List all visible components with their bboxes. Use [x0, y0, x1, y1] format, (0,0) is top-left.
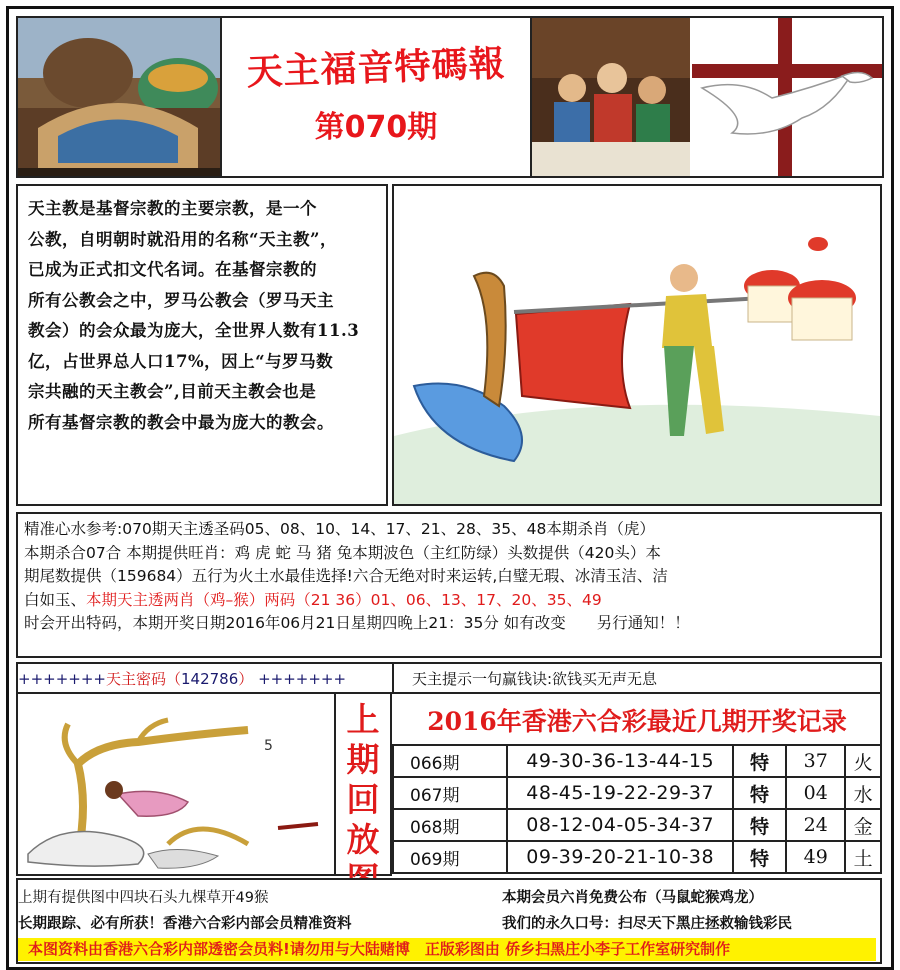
issue-number: 第070期: [314, 110, 438, 145]
record-special-number: 37: [786, 745, 845, 777]
intro-line: 公教，自明朝时就沿用的名称“天主教”，: [28, 229, 337, 249]
tip-divider: [392, 662, 394, 694]
review-char: 上: [346, 700, 380, 739]
record-row: [393, 777, 881, 809]
cathedral-image: [18, 18, 222, 178]
info-line: 本期杀合07合 本期提供旺肖：鸡 虎 蛇 马 猪 兔本期波色（主红防绿）头数提供（420头）本: [24, 543, 661, 562]
info-line: 期尾数提供（159684）五行为火土水最佳选择!六合无绝对时来运转,白璧无瑕、冰清玉洁、洁: [24, 567, 668, 585]
review-char: 回: [346, 780, 380, 819]
review-char: 放: [346, 820, 380, 859]
last-issue-hint: 上期有提供图中四块石头九棵草开49猴: [18, 890, 269, 906]
info-line: 时会开出特码，本期开奖日期2016年06月21日星期四晚上21：35分 如有改变 另行通知！！: [24, 614, 690, 632]
info-line: 精准心水参考:070期天主透圣码05、08、10、14、17、21、28、35、48本期杀肖（虎）: [24, 520, 655, 538]
sleeping-man-tree-image: [18, 694, 334, 874]
intro-line: 所有基督宗教的教会中最为庞大的教会。: [28, 412, 334, 432]
illustration-box: [392, 184, 882, 506]
review-label: [340, 700, 386, 900]
header-left-image-box: [16, 16, 222, 178]
record-special-number: 24: [786, 809, 845, 841]
secret-code-line: [18, 668, 346, 689]
intro-line: 所有公教会之中，罗马公教会（罗马天主: [28, 290, 334, 310]
record-special-number: 49: [786, 841, 845, 873]
permanent-slogan: 我们的永久口号：扫尽天下黑庄拯救输钱彩民: [502, 916, 792, 932]
record-te-label: 特: [733, 777, 786, 809]
cross-dove-image: [692, 18, 882, 178]
record-row: [393, 745, 881, 777]
code-paren: ）: [238, 670, 254, 688]
header-title-box: [222, 16, 530, 178]
code-suffix: +++++++: [258, 670, 347, 688]
record-row: [393, 809, 881, 841]
review-char: 期: [346, 740, 380, 779]
intro-text: [28, 194, 378, 438]
info-line-part: 白如玉、: [24, 590, 87, 609]
record-special-number: 04: [786, 777, 845, 809]
record-period: 066期: [393, 745, 507, 777]
intro-line: 已成为正式扣文代名词。在基督宗教的: [28, 260, 317, 279]
intro-line: 天主教是基督宗教的主要宗教，是一个: [28, 199, 317, 218]
intro-line: 宗共融的天主教会”,目前天主教会也是: [28, 382, 317, 401]
records-table: [392, 744, 882, 874]
header-right-image-box: [530, 16, 884, 178]
record-numbers: 09-39-20-21-10-38: [507, 841, 732, 873]
record-period: 067期: [393, 777, 507, 809]
info-box: [16, 512, 882, 658]
code-prefix: +++++++: [18, 670, 106, 688]
record-row: [393, 841, 881, 873]
svg-text:5: 5: [264, 738, 273, 754]
record-element: 火: [845, 745, 881, 777]
info-line: [24, 589, 876, 613]
records-title: 2016年香港六合彩最近几期开奖记录: [427, 707, 847, 736]
code-label: 天主密码（: [105, 670, 181, 688]
record-te-label: 特: [733, 745, 786, 777]
tracking-slogan: 长期跟踪、必有所获！香港六合彩内部会员精准资料: [18, 916, 352, 932]
review-image-box: [16, 694, 336, 876]
intro-line: 教会）的会众最为庞大，全世界人数有11.3: [28, 321, 360, 340]
intro-line: 亿，占世界总人口17%，因上“与罗马数: [28, 351, 334, 371]
record-element: 金: [845, 809, 881, 841]
record-period: 069期: [393, 841, 507, 873]
record-period: 068期: [393, 809, 507, 841]
record-te-label: 特: [733, 809, 786, 841]
money-tip: 天主提示一句赢钱诀:欲钱买无声无息: [412, 670, 658, 688]
disclaimer-banner: 本图资料由香港六合彩内部透密会员料!请勿用与大陆赌博 正版彩图由 侨乡扫黑庄小李子工作室研究制作: [18, 938, 876, 961]
member-zodiac: 本期会员六肖免费公布（马鼠蛇猴鸡龙）: [502, 890, 763, 906]
newspaper-title: 天主福音特碼報: [245, 43, 507, 94]
record-element: 土: [845, 841, 881, 873]
bottom-line-2: [18, 912, 880, 933]
intro-text-box: [16, 184, 388, 506]
last-supper-image: [532, 18, 690, 178]
code-value: 142786: [181, 670, 239, 688]
record-te-label: 特: [733, 841, 786, 873]
info-text: [24, 518, 876, 636]
flag-bearer-illustration: [394, 186, 880, 504]
record-element: 水: [845, 777, 881, 809]
record-numbers: 49-30-36-13-44-15: [507, 745, 732, 777]
record-numbers: 08-12-04-05-34-37: [507, 809, 732, 841]
info-line-highlight: 本期天主透两肖（鸡–猴）两码（21 36）01、06、13、17、20、35、49: [86, 590, 602, 609]
bottom-line-1: [18, 886, 880, 907]
record-numbers: 48-45-19-22-29-37: [507, 777, 732, 809]
